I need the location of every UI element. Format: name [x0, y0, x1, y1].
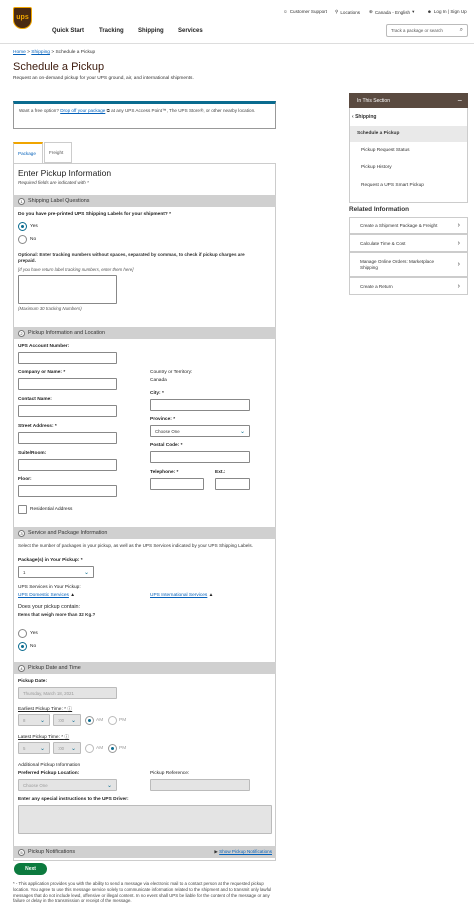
location-pin-icon: ⚲ [335, 9, 339, 14]
earliest-pm-label: PM [119, 718, 127, 723]
section-panel-header[interactable]: In This Section − [349, 93, 468, 108]
contact-name-input[interactable] [18, 405, 117, 417]
preprinted-no-radio[interactable] [18, 235, 27, 244]
external-link-icon: ⧉ [106, 108, 110, 113]
country-label: Country or Territory: [150, 370, 193, 375]
tracking-numbers-textarea[interactable] [18, 275, 117, 304]
region-selector[interactable]: ⊕ Canada - English ▾ [369, 9, 415, 15]
latest-pm-radio[interactable] [108, 744, 117, 753]
postal-code-input[interactable] [150, 451, 250, 463]
ups-logo-text: ups [16, 14, 29, 21]
utility-bar [0, 9, 474, 21]
step-number: 4 [18, 665, 25, 672]
chevron-right-icon: › [457, 239, 460, 247]
breadcrumb-home[interactable]: Home [13, 50, 26, 55]
city-input[interactable] [150, 399, 250, 411]
preprinted-labels-question: Do you have pre-printed UPS Shipping Labels for your shipment? * [18, 212, 171, 217]
drop-off-notice: Want a free option? Drop off your package ⧉ at any UPS Access Point™, The UPS Store®, or other nearby location. [13, 101, 276, 129]
preprinted-yes-label: Yes [30, 224, 38, 229]
info-icon[interactable]: ⓘ [64, 735, 70, 740]
show-notifications-link[interactable]: ▶ Show Pickup Notifications [214, 849, 272, 854]
latest-pm-label: PM [119, 746, 127, 751]
search-icon: ⌕ [459, 27, 463, 33]
chevron-down-icon: ⌄ [70, 718, 76, 724]
section-pickup-location[interactable]: 2 Pickup Information and Location [13, 327, 276, 339]
globe-icon: ⊕ [369, 9, 373, 14]
pickup-date-select[interactable]: Thursday, March 18, 2021 [18, 687, 117, 699]
driver-instructions-textarea[interactable] [18, 805, 272, 834]
heavy-no-label: No [30, 644, 37, 649]
tab-package[interactable]: Package [13, 142, 43, 163]
caret-up-icon: ▲ [70, 593, 76, 598]
company-label: Company or Name: * [18, 370, 66, 375]
heavy-items-question: Items that weigh more than 32 Kg.? [18, 612, 96, 617]
street-address-label: Street Address: * [18, 424, 57, 429]
chevron-right-icon: › [457, 261, 460, 268]
sidebar-item-pickup-history[interactable]: Pickup History [361, 165, 392, 170]
section-service-package[interactable]: 3 Service and Package Information [13, 527, 276, 539]
breadcrumb-current: Schedule a Pickup [55, 50, 96, 55]
latest-am-radio[interactable] [85, 744, 94, 753]
chevron-down-icon: ⌄ [106, 783, 112, 789]
section-pickup-date-time[interactable]: 4 Pickup Date and Time [13, 662, 276, 674]
nav-quick-start[interactable]: Quick Start [52, 28, 85, 34]
preprinted-yes-radio[interactable] [18, 222, 27, 231]
related-create-shipment[interactable]: Create a Shipment Package & Freight › [349, 217, 468, 234]
section-shipping-label-questions[interactable]: 1 Shipping Label Questions [13, 195, 276, 207]
info-icon[interactable]: ⓘ [67, 707, 73, 712]
locations-link[interactable]: ⚲ Locations [335, 9, 361, 15]
company-input[interactable] [18, 378, 117, 390]
pickup-reference-label: Pickup Reference: [150, 771, 190, 776]
login-link[interactable]: ☻ Log In | Sign Up [427, 9, 467, 14]
earliest-pm-radio[interactable] [108, 716, 117, 725]
international-services-toggle[interactable]: UPS International Services ▲ [150, 593, 214, 598]
related-create-return[interactable]: Create a Return › [349, 277, 468, 295]
telephone-label: Telephone: * [150, 470, 179, 475]
driver-instructions-label: Enter any special instructions to the UPS Driver: [18, 797, 129, 802]
step-number: 2 [18, 330, 25, 337]
search-input[interactable]: Track a package or search ⌕ [386, 24, 468, 37]
latest-minute-select[interactable]: :00 ⌄ [53, 742, 81, 754]
province-select[interactable]: Choose One ⌄ [150, 425, 250, 437]
preprinted-no-label: No [30, 237, 37, 242]
earliest-time-label: Earliest Pickup Time: * ⓘ [18, 707, 73, 712]
related-manage-online-orders[interactable]: Manage Online Orders: Marketplace Shipping › [349, 252, 468, 277]
heavy-yes-radio[interactable] [18, 629, 27, 638]
chevron-down-icon: ⌄ [83, 570, 89, 576]
related-calculate-time-cost[interactable]: Calculate Time & Cost › [349, 234, 468, 252]
sidebar-item-schedule-pickup[interactable]: Schedule a Pickup [357, 131, 400, 136]
heavy-no-radio[interactable] [18, 642, 27, 651]
chevron-down-icon: ⌄ [39, 718, 45, 724]
customer-support-link[interactable]: ☺ Customer Support [283, 9, 327, 14]
pickup-location-label: Preferred Pickup Location: [18, 771, 80, 776]
residential-label: Residential Address [30, 507, 73, 512]
earliest-am-radio[interactable] [85, 716, 94, 725]
suite-room-input[interactable] [18, 459, 117, 471]
step-number: 3 [18, 530, 25, 537]
domestic-services-toggle[interactable]: UPS Domestic Services ▲ [18, 593, 76, 598]
suite-room-label: Suite/Room: [18, 451, 47, 456]
nav-services[interactable]: Services [178, 28, 203, 34]
service-intro-text: Select the number of packages in your pickup, as well as the UPS Services indicated by your UPS Shipping Labels. [18, 543, 253, 548]
chevron-down-icon: ⌄ [70, 746, 76, 752]
sidebar-parent-shipping[interactable]: ‹ Shipping [352, 114, 377, 120]
pickup-reference-input[interactable] [150, 779, 250, 791]
services-label: UPS Services in Your Pickup: [18, 585, 81, 590]
tracking-max-note: (Maximum 30 tracking Numbers) [18, 306, 82, 311]
province-label: Province: * [150, 417, 176, 422]
residential-checkbox[interactable] [18, 505, 27, 514]
city-label: City: * [150, 391, 164, 396]
next-button[interactable]: Next [14, 863, 47, 875]
breadcrumb: Home > Shipping > Schedule a Pickup [13, 50, 96, 55]
telephone-input[interactable] [150, 478, 204, 490]
postal-code-label: Postal Code: * [150, 443, 183, 448]
related-info-title: Related Information [349, 206, 410, 213]
packages-select[interactable]: 1 ⌄ [18, 566, 94, 578]
floor-input[interactable] [18, 485, 117, 497]
breadcrumb-shipping[interactable]: Shipping [31, 50, 50, 55]
latest-hour-select[interactable]: 5 ⌄ [18, 742, 50, 754]
chevron-down-icon: ▾ [412, 9, 415, 14]
step-number: 5 [18, 849, 25, 856]
nav-tracking[interactable]: Tracking [99, 28, 124, 34]
additional-info-label: Additional Pickup Information [18, 763, 81, 768]
contact-name-label: Contact Name: [18, 397, 52, 402]
earliest-am-label: AM [96, 718, 104, 723]
street-address-input[interactable] [18, 432, 117, 444]
form-heading: Enter Pickup Information [18, 168, 112, 178]
tracking-optional-text: Optional: Enter tracking numbers without spaces, separated by commas, to check if pickup charges are prepaid. [18, 252, 245, 263]
step-number: 1 [18, 198, 25, 205]
account-number-input[interactable] [18, 352, 117, 364]
nav-shipping[interactable]: Shipping [138, 28, 164, 34]
heavy-yes-label: Yes [30, 631, 38, 636]
required-note: Required fields are indicated with * [18, 180, 89, 185]
earliest-minute-select[interactable]: :00 ⌄ [53, 714, 81, 726]
packages-label: Package(s) in Your Pickup: * [18, 558, 83, 563]
drop-off-link[interactable]: Drop off your package [60, 108, 106, 113]
latest-time-label: Latest Pickup Time: * ⓘ [18, 735, 70, 740]
pickup-date-label: Pickup Date: [18, 679, 48, 684]
tracking-hint: [If you have return label tracking numbers, enter them here] [18, 267, 134, 272]
account-number-label: UPS Account Number: [18, 344, 70, 349]
collapse-icon: − [457, 96, 462, 105]
sidebar-item-pickup-status[interactable]: Pickup Request Status [361, 148, 410, 153]
page-title: Schedule a Pickup [13, 61, 105, 73]
chevron-right-icon: › [457, 282, 460, 290]
header-divider [0, 43, 474, 44]
pickup-location-select[interactable]: Choose One ⌄ [18, 779, 117, 791]
earliest-hour-select[interactable]: 8 ⌄ [18, 714, 50, 726]
caret-up-icon: ▲ [208, 593, 214, 598]
ext-input[interactable] [215, 478, 250, 490]
chevron-left-icon: ‹ [352, 114, 354, 120]
latest-am-label: AM [96, 746, 104, 751]
chevron-down-icon: ⌄ [239, 429, 245, 435]
page-subtitle: Request an on-demand pickup for your UPS ground, air, and international shipments. [13, 76, 194, 81]
footnote: * - This application provides you with the ability to send a message via electronic mail to a contact person at the requested pickup location. You agree to use this message service solely to communicate information related to the shipment and to transmit only lawful messages that do not include lewd, offensive or illegal content. In no event shall UPS be liable for the content of the message or any failure or delay in the transmission or receipt of the message. [13, 881, 272, 904]
country-value: Canada [150, 378, 167, 383]
chevron-down-icon: ⌄ [39, 746, 45, 752]
caret-right-icon: ▶ [214, 849, 218, 854]
tab-freight[interactable]: Freight [44, 142, 72, 163]
contain-question: Does your pickup contain: [18, 604, 81, 610]
section-pickup-notifications[interactable]: 5 Pickup Notifications ▶ Show Pickup Notifications [13, 846, 276, 858]
ext-label: Ext.: [215, 470, 226, 475]
chevron-right-icon: › [457, 222, 460, 229]
floor-label: Floor: [18, 477, 32, 482]
support-icon: ☺ [283, 9, 288, 14]
user-icon: ☻ [427, 9, 432, 14]
sidebar-item-smart-pickup[interactable]: Request a UPS Smart Pickup [361, 183, 424, 188]
